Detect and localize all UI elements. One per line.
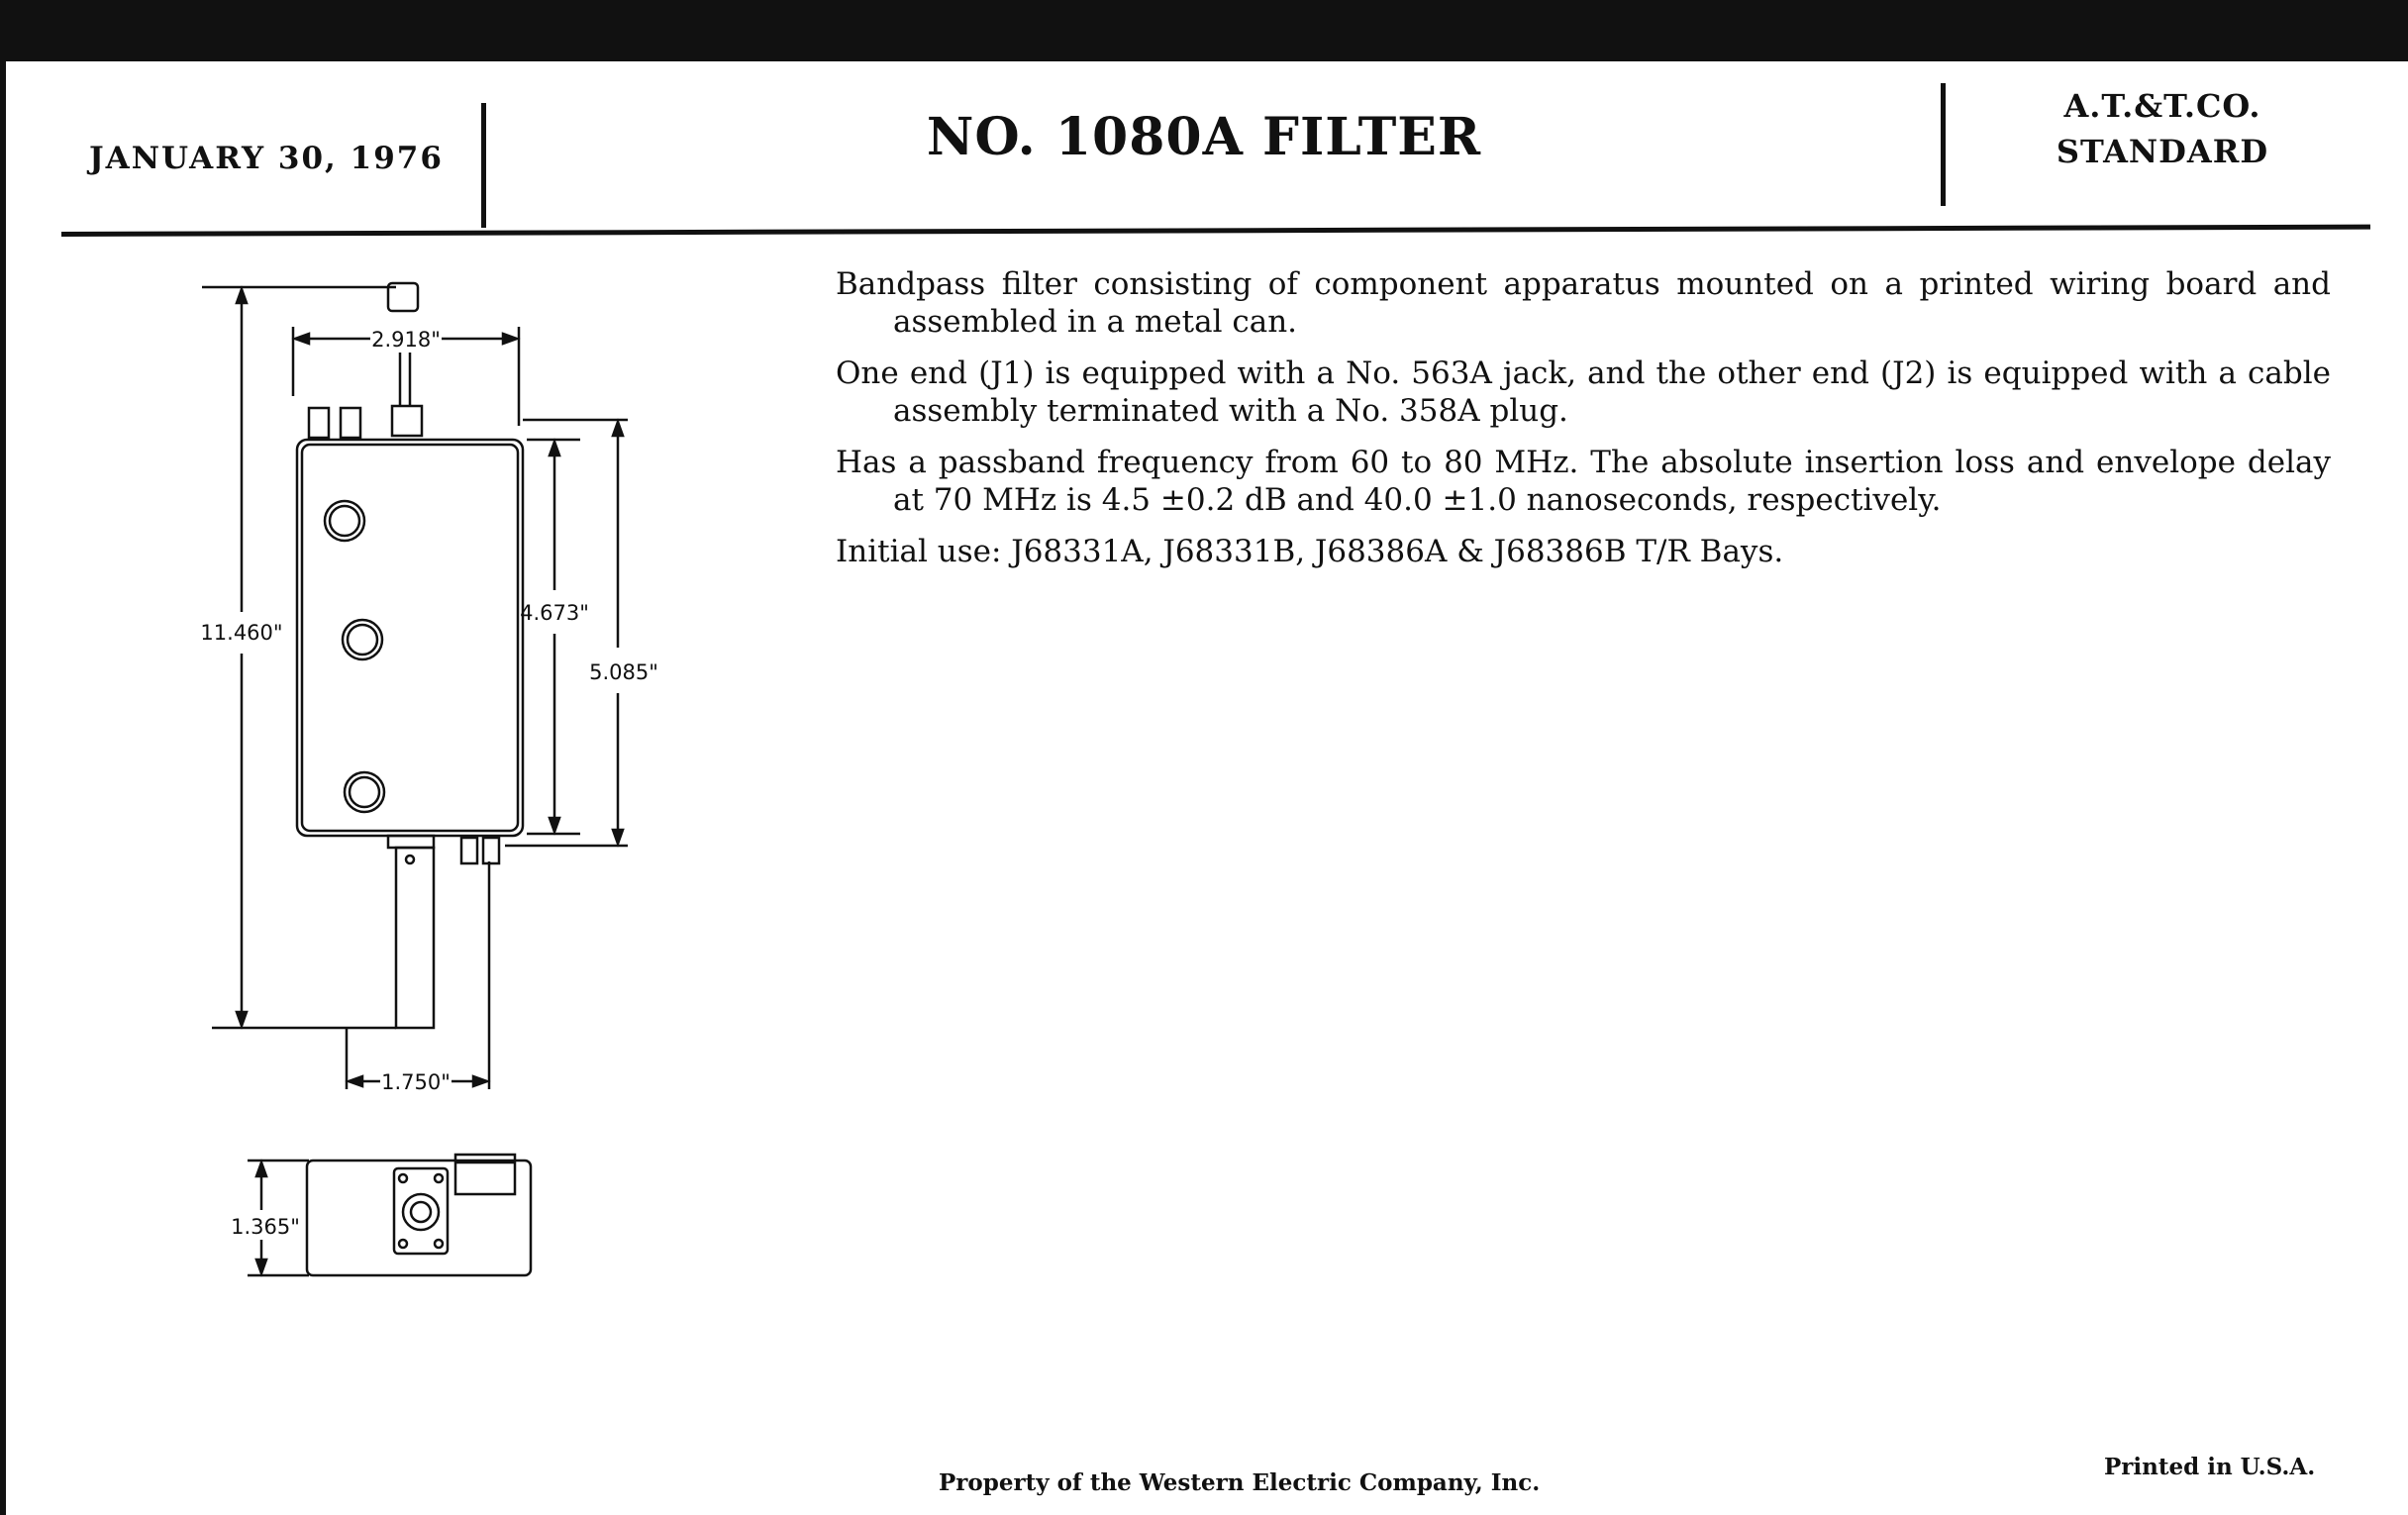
mount-hole-2-inner: [348, 625, 377, 655]
cable-rivet: [406, 856, 414, 863]
dim-cable-label: 1.750": [381, 1070, 451, 1094]
dim-outer-height-label: 5.085": [589, 660, 658, 684]
bottom-tab-right: [483, 838, 499, 863]
footer-printed: Printed in U.S.A.: [2104, 1454, 2316, 1480]
standard-line-1: A.T.&T.CO.: [2063, 87, 2261, 125]
end-view-jack-inner: [411, 1202, 431, 1222]
top-connector-base: [392, 406, 422, 436]
dim-inner-height-label: 4.673": [520, 601, 589, 625]
bottom-tab-left: [461, 838, 477, 863]
cable-assembly: [396, 848, 434, 1028]
end-view-body: [307, 1161, 531, 1275]
description-paragraph-3: Has a passband frequency from 60 to 80 MHz. The absolute insertion loss and envelope delay at 70 MHz is 4.5 ±0.2 dB and 40.0 ±1.0 nanoseconds, respectively.: [836, 445, 2331, 518]
footer-property: Property of the Western Electric Company, Inc.: [939, 1469, 1541, 1496]
filter-body: [297, 440, 523, 836]
top-tab-right: [341, 408, 360, 438]
dim-width-label: 2.918": [371, 328, 441, 352]
dim-depth-label: 1.365": [231, 1215, 300, 1239]
mount-hole-3-inner: [350, 777, 379, 807]
mount-hole-1-inner: [330, 506, 359, 536]
page-title: NO. 1080A FILTER: [926, 107, 1482, 167]
description-paragraph-4: Initial use: J68331A, J68331B, J68386A & J68386B T/R Bays.: [836, 534, 1784, 569]
dim-total-height-label: 11.460": [200, 621, 283, 645]
top-tab-left: [309, 408, 329, 438]
standard-line-2: STANDARD: [2056, 133, 2269, 170]
description-paragraph-2: One end (J1) is equipped with a No. 563A jack, and the other end (J2) is equipped with a cable assembly terminated with a No. 358A plug.: [836, 355, 2331, 429]
description-paragraph-1: Bandpass filter consisting of component apparatus mounted on a printed wiring board and assembled in a metal can.: [836, 266, 2331, 340]
end-view-jack: [403, 1194, 439, 1230]
bottom-connector-base: [388, 836, 434, 848]
header-date: JANUARY 30, 1976: [89, 141, 444, 176]
